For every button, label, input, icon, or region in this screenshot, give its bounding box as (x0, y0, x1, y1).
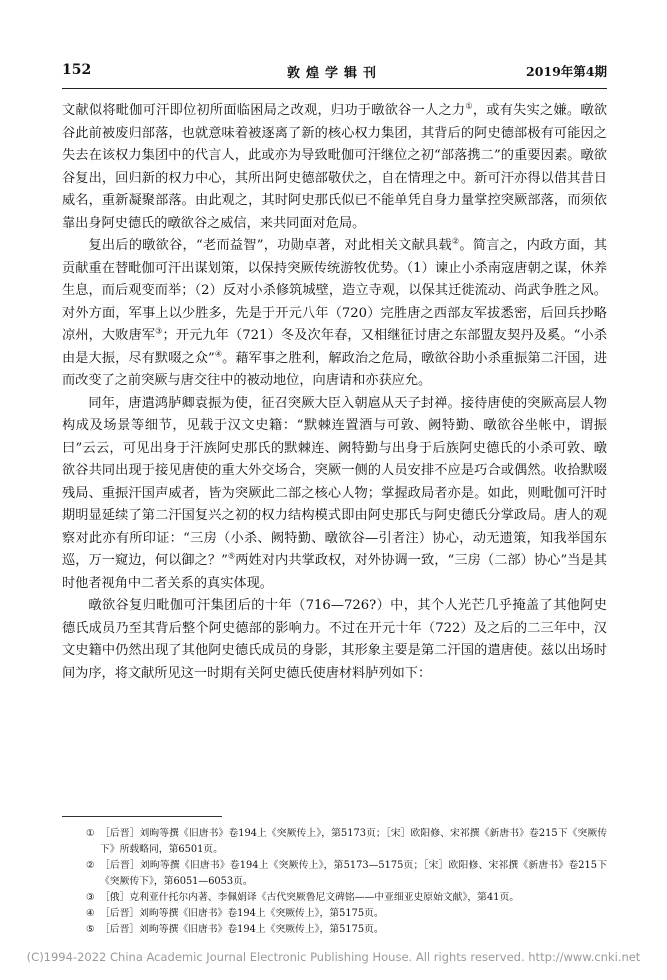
paragraph-text: 。简言之，内政方面，其贡献重在替毗伽可汗出谋划策，以保持突厥传统游牧优势。（1）谏止小杀南寇唐朝之谋，休养生息，而后观变而举；（2）反对小杀修筑城壁，造立寺观，以保其迁徙流动、尚武争胜之风。对外方面，军事上以少胜多，先是于开元八年（720）完胜唐之西部友军拔悉密，后回兵抄略凉州，大败唐军 (62, 238, 608, 343)
article-body (62, 100, 607, 685)
copyright-line: (C)1994-2022 China Academic Journal Electronic Publishing House. All rights reserved. http://www.cnki.net (26, 950, 641, 964)
paragraph-text: ，或有失实之嫌。暾欲谷此前被废归部落，也就意味着被逐离了新的核心权力集团，其背后的阿史德部极有可能因之失去在该权力集团中的代言人，此或亦为导致毗伽可汗继位之初“部落携二”的重要因素。暾欲谷复出，回归新的权力中心，其所出阿史德部敬伏之，自在情理之中。新可汗亦得以借其昔日威名，重新凝聚部落。由此观之，其时阿史那氏似已不能单凭自身力量掌控突厥部落，而须依靠出身阿史德氏的暾欲谷之威信，来共同面对危局。 (62, 103, 608, 231)
footnote-ref: ② (451, 236, 460, 246)
paragraph-text: ；开元九年（721）冬及次年春，又相继征讨唐之东部盟友契丹及奚。“小杀由是大振，尽有默啜之众” (62, 328, 608, 366)
footnote-ref: ③ (155, 326, 163, 336)
paragraph-text: 文献似将毗伽可汗即位初所面临困局之改观，归功于暾欲谷一人之力 (62, 103, 466, 118)
footnote-text: ［后晋］刘昫等撰《旧唐书》卷194上《突厥传上》，第5175页。 (100, 924, 384, 935)
footnote (62, 858, 607, 890)
paragraph-text: 暾欲谷复归毗伽可汗集团后的十年（716—726?）中，其个人光芒几乎掩盖了其他阿史德氏成员乃至其背后整个阿史德部的影响力。不过在开元十年（722）及之后的二三年中，汉文史籍中仍然出现了其他阿史德氏成员的身影，其形象主要是第二汗国的遣唐使。兹以出场时间为序，将文献所见这一时期有关阿史德氏使唐材料胪列如下： (62, 598, 607, 681)
footnote-rule (62, 816, 222, 817)
journal-title: 敦煌学辑刊 (286, 66, 382, 81)
footnote-mark: ① (86, 828, 95, 839)
footnotes (62, 826, 607, 938)
paragraph (62, 393, 607, 596)
page-number: 152 (62, 62, 92, 78)
footnote-ref: ① (465, 101, 473, 111)
footnote-mark: ② (86, 860, 95, 871)
footnote-mark: ⑤ (86, 924, 95, 935)
footnote (62, 826, 607, 858)
paragraph-text: 同年，唐遣鸿胪卿袁振为使，征召突厥大臣入朝扈从天子封禅。接待唐使的突厥高层人物构成及场景等细节，见载于汉文史籍：“默棘连置酒与可敦、阙特勤、暾欲谷坐帐中，谓振曰”云云，可见出身于汗族阿史那氏的默棘连、阙特勤与出身于后族阿史德氏的小杀可敦、暾欲谷共同出现于接见唐使的重大外交场合，突厥一侧的人员安排不应是巧合或偶然。收拾默啜残局、重振汗国声威者，皆为突厥此二部之核心人物；掌握政局者亦是。如此，则毗伽可汗时期明显延续了第二汗国复兴之初的权力结构模式即由阿史那氏与阿史德氏分掌政局。唐人的观察对此亦有所印证：“三房（小杀、阙特勤、暾欲谷—引者注）协心，动无遗策，知我举国东巡，万一窥边，何以御之？” (62, 395, 607, 568)
paragraph-text: 两姓对内共掌政权，对外协调一致，“三房（二部）协心”当是其时他者视角中二者关系的真实体现。 (62, 553, 607, 591)
footnote-ref: ④ (214, 349, 223, 359)
footnote (62, 890, 607, 906)
paragraph-text: 复出后的暾欲谷，“老而益智”，功勋卓著，对此相关文献具载 (88, 238, 452, 253)
footnote-mark: ③ (86, 892, 95, 903)
paragraph (62, 100, 607, 235)
footnote (62, 922, 607, 938)
paragraph-text: 。藉军事之胜利，解政治之危局，暾欲谷助小杀重振第二汗国，进而改变了之前突厥与唐交往中的被动地位，向唐请和亦获应允。 (62, 350, 608, 388)
footnote-text: ［后晋］刘昫等撰《旧唐书》卷194上《突厥传上》，第5175页。 (100, 908, 384, 919)
footnote-text: ［俄］克利亚什托尔内著、李佩娟译《古代突厥鲁尼文碑铭——中亚细亚史原始文献》，第41页。 (100, 892, 520, 903)
footnote-text: ［后晋］刘昫等撰《旧唐书》卷194上《突厥传上》，第5173—5175页；［宋］欧阳修、宋祁撰《新唐书》卷215下《突厥传下》，第6051—6053页。 (100, 860, 607, 887)
footnote-ref: ⑤ (227, 551, 236, 561)
issue-label: 2019年第4期 (526, 64, 607, 79)
footnote-mark: ④ (86, 908, 95, 919)
running-header (62, 62, 607, 84)
paragraph (62, 595, 607, 685)
paragraph (62, 235, 607, 393)
footnote (62, 906, 607, 922)
header-rule (62, 88, 607, 89)
footnote-text: ［后晋］刘昫等撰《旧唐书》卷194上《突厥传上》，第5173页；［宋］欧阳修、宋祁撰《新唐书》卷215下《突厥传下》所载略同，第6501页。 (100, 828, 607, 855)
